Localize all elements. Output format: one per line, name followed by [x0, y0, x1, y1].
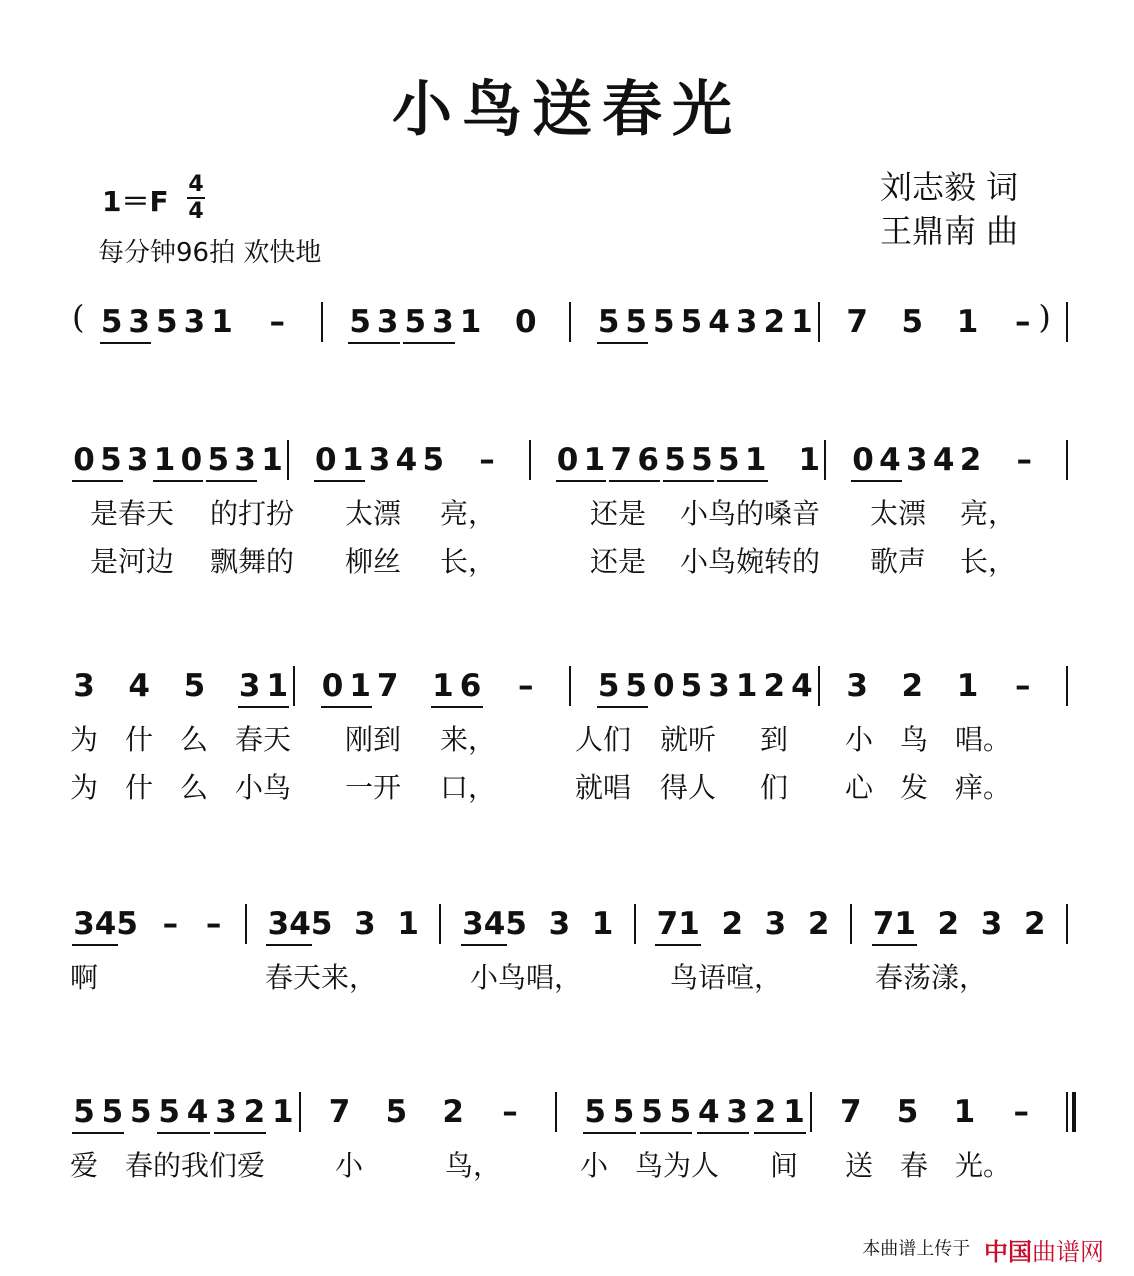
note: 4	[186, 1094, 209, 1130]
note: 3	[764, 906, 787, 942]
lyric-word: 得人	[660, 771, 717, 804]
note: 1	[211, 304, 233, 340]
note: 7	[846, 304, 868, 340]
beam	[697, 1132, 749, 1134]
beam	[583, 1132, 635, 1134]
note: 5	[404, 304, 427, 340]
note: 0	[314, 442, 337, 478]
sustain-dash: –	[162, 906, 179, 942]
lyrics-line-2-verse-1	[0, 492, 1134, 528]
lyric-word: 太漂	[345, 497, 402, 530]
beam	[72, 1132, 124, 1134]
note: 5	[310, 906, 333, 942]
note: 5	[597, 668, 620, 704]
note: 2	[243, 1094, 266, 1130]
note: 1	[798, 442, 821, 478]
sustain-dash: –	[502, 1094, 518, 1130]
note: 5	[158, 1094, 180, 1130]
barline	[818, 666, 820, 706]
footer-credit	[862, 1232, 1104, 1267]
barline	[569, 666, 571, 706]
lyric-word: 们	[760, 771, 789, 804]
note: 0	[180, 442, 203, 478]
beam	[717, 480, 768, 482]
final-barline	[1072, 1092, 1076, 1132]
note: 4	[708, 304, 730, 340]
lyric-word: 是春天	[90, 497, 175, 530]
note: 1	[953, 1094, 976, 1130]
note: 5	[625, 668, 647, 704]
lyric-word: 啊	[70, 961, 99, 994]
lyric-word: 是河边	[90, 545, 175, 578]
note: 2	[901, 668, 924, 704]
note: 3	[376, 304, 399, 340]
lyricist: 刘志毅 词	[880, 168, 1019, 206]
lyric-word: 亮，	[960, 497, 1017, 530]
barline	[818, 302, 820, 342]
lyric-word: 么	[180, 771, 209, 804]
note: 3	[726, 1094, 748, 1130]
note: 3	[234, 442, 256, 478]
beam	[431, 706, 483, 708]
note: 6	[637, 442, 659, 478]
note: 5	[669, 1094, 692, 1130]
beam	[157, 1132, 209, 1134]
note: 1	[261, 442, 283, 478]
beam	[663, 480, 714, 482]
beam	[72, 480, 123, 482]
note: 2	[937, 906, 960, 942]
note: 5	[100, 304, 123, 340]
lyric-word: 鸟语喧，	[670, 961, 783, 994]
note: 5	[612, 1094, 635, 1130]
note: 3	[548, 906, 571, 942]
barline	[569, 302, 571, 342]
lyric-word: 光。	[955, 1149, 1012, 1182]
logo-part-b: 曲谱网	[1032, 1238, 1104, 1266]
note: 6	[459, 668, 482, 704]
note: 7	[376, 668, 399, 704]
lyric-word: 鸟	[900, 723, 929, 756]
note: 2	[721, 906, 744, 942]
barline	[810, 1092, 812, 1132]
lyric-word: 春	[900, 1149, 929, 1182]
note: 4	[791, 668, 813, 704]
note: 5	[385, 1094, 408, 1130]
note: 0	[653, 668, 675, 704]
lyric-word: 春天来，	[265, 961, 378, 994]
note: 4	[932, 442, 955, 478]
note: 5	[130, 1094, 152, 1130]
note: 5	[422, 442, 445, 478]
note: 0	[556, 442, 579, 478]
lyric-word: 小鸟	[235, 771, 292, 804]
note: 3	[708, 668, 730, 704]
lyric-word: 人们	[575, 723, 632, 756]
lyric-word: 小	[845, 723, 874, 756]
beam	[238, 706, 290, 708]
note: 1	[894, 906, 916, 942]
sustain-dash: –	[1016, 442, 1033, 478]
note: 5	[183, 668, 206, 704]
barline	[555, 1092, 557, 1132]
note: 1	[956, 304, 979, 340]
note: 5	[73, 1094, 95, 1130]
note: 5	[680, 304, 703, 340]
barline	[299, 1092, 301, 1132]
note: 5	[597, 304, 620, 340]
lyric-word: 一开	[345, 771, 402, 804]
parenthesis: (	[72, 298, 85, 336]
lyric-word: 鸟为人	[635, 1149, 720, 1182]
note: 1	[744, 442, 767, 478]
time-top: 4	[188, 172, 204, 197]
sustain-dash: –	[1013, 1094, 1029, 1130]
note: 5	[717, 442, 740, 478]
note: 1	[956, 668, 979, 704]
sustain-dash: –	[205, 906, 222, 942]
note: 1	[266, 668, 289, 704]
note: 5	[680, 668, 703, 704]
note: 1	[583, 442, 606, 478]
note: 1	[459, 304, 482, 340]
beam	[597, 706, 649, 708]
note: 5	[207, 442, 230, 478]
lyric-word: 爱	[70, 1149, 99, 1182]
note: 7	[840, 1094, 862, 1130]
note: 0	[852, 442, 874, 478]
note: 1	[783, 1094, 805, 1130]
sustain-dash: –	[1015, 304, 1031, 340]
lyric-word: 歌声	[870, 545, 927, 578]
lyrics-line-2-verse-2	[0, 540, 1134, 576]
note: 3	[980, 906, 1003, 942]
key-signature: 1＝F	[102, 185, 169, 218]
beam	[754, 1132, 806, 1134]
barline	[1066, 904, 1068, 944]
beam	[872, 944, 918, 946]
note: 3	[368, 442, 391, 478]
barline	[287, 440, 289, 480]
barline	[850, 904, 852, 944]
note: 3	[735, 304, 758, 340]
beam	[72, 944, 118, 946]
lyric-word: 来，	[440, 723, 497, 756]
lyric-word: 飘舞的	[210, 545, 295, 578]
time-bottom: 4	[188, 199, 204, 224]
lyrics-line-3-verse-2	[0, 766, 1134, 802]
note: 2	[807, 906, 830, 942]
beam	[609, 480, 660, 482]
note: 5	[653, 304, 675, 340]
barline	[293, 666, 295, 706]
note: 1	[341, 442, 364, 478]
sustain-dash: –	[269, 304, 286, 340]
lyric-word: 为	[70, 723, 99, 756]
lyric-word: 间	[770, 1149, 799, 1182]
beam	[461, 944, 507, 946]
note: 4	[395, 442, 418, 478]
note: 5	[901, 304, 924, 340]
note: 0	[321, 668, 344, 704]
lyrics-line-5	[0, 1144, 1134, 1180]
beam	[321, 706, 373, 708]
beam	[851, 480, 902, 482]
lyric-word: 么	[180, 723, 209, 756]
note: 3	[267, 906, 290, 942]
lyrics-line-3-verse-1	[0, 718, 1134, 754]
sustain-dash: –	[518, 668, 534, 704]
lyric-word: 唱。	[955, 723, 1012, 756]
barline	[321, 302, 323, 342]
beam	[556, 480, 607, 482]
note: 7	[656, 906, 679, 942]
beam	[214, 1132, 266, 1134]
lyrics-line-4	[0, 956, 1134, 992]
lyric-word: 春荡漾，	[875, 961, 988, 994]
note: 3	[846, 668, 868, 704]
lyric-word: 就唱	[575, 771, 632, 804]
barline	[634, 904, 636, 944]
lyric-word: 春天	[235, 723, 292, 756]
lyric-word: 就听	[660, 723, 717, 756]
note: 2	[442, 1094, 464, 1130]
note: 3	[126, 442, 149, 478]
note: 5	[116, 906, 138, 942]
note: 3	[354, 906, 376, 942]
note: 1	[735, 668, 758, 704]
beam	[266, 944, 312, 946]
note: 5	[664, 442, 686, 478]
lyric-word: 长，	[960, 545, 1017, 578]
beam	[640, 1132, 692, 1134]
note: 1	[153, 442, 176, 478]
lyric-word: 心	[845, 771, 874, 804]
beam	[348, 342, 400, 344]
note: 3	[128, 304, 150, 340]
note: 4	[698, 1094, 720, 1130]
note: 7	[872, 906, 895, 942]
note: 4	[879, 442, 901, 478]
note: 4	[128, 668, 150, 704]
barline	[1066, 666, 1068, 706]
note: 2	[1023, 906, 1046, 942]
note: 5	[641, 1094, 663, 1130]
note: 5	[691, 442, 713, 478]
note: 0	[73, 442, 95, 478]
barline	[824, 440, 826, 480]
note: 3	[183, 304, 206, 340]
tempo-marking: 每分钟96拍 欢快地	[98, 238, 322, 268]
note: 5	[625, 304, 647, 340]
footer-text: 本曲谱上传于	[862, 1238, 971, 1260]
lyric-word: 太漂	[870, 497, 927, 530]
lyric-word: 小鸟婉转的	[680, 545, 821, 578]
note: 1	[397, 906, 419, 942]
note: 4	[483, 906, 506, 942]
beam	[314, 480, 365, 482]
beam	[597, 342, 649, 344]
note: 1	[591, 906, 614, 942]
lyric-word: 还是	[590, 497, 647, 530]
composer: 王鼎南 曲	[880, 212, 1019, 250]
note: 5	[101, 1094, 124, 1130]
note: 3	[73, 906, 95, 942]
barline	[529, 440, 531, 480]
barline	[245, 904, 247, 944]
lyric-word: 鸟，	[445, 1149, 502, 1182]
lyric-word: 刚到	[345, 723, 402, 756]
note: 2	[763, 304, 786, 340]
beam	[153, 480, 204, 482]
note: 5	[100, 442, 122, 478]
note: 3	[215, 1094, 237, 1130]
note: 4	[289, 906, 311, 942]
note: 7	[328, 1094, 351, 1130]
time-signature	[186, 172, 206, 224]
note: 1	[272, 1094, 294, 1130]
lyric-word: 还是	[590, 545, 647, 578]
barline	[1066, 440, 1068, 480]
note: 5	[584, 1094, 606, 1130]
sustain-dash: –	[1015, 668, 1031, 704]
lyric-word: 痒。	[955, 771, 1012, 804]
note: 2	[763, 668, 786, 704]
beam	[100, 342, 152, 344]
lyric-word: 亮，	[440, 497, 497, 530]
note: 3	[906, 442, 928, 478]
lyric-word: 口，	[440, 771, 497, 804]
lyric-word: 柳丝	[345, 545, 402, 578]
note: 3	[432, 304, 454, 340]
site-logo[interactable]	[984, 1232, 1104, 1267]
note: 5	[896, 1094, 919, 1130]
beam	[403, 342, 455, 344]
barline	[439, 904, 441, 944]
beam	[655, 944, 701, 946]
note: 0	[514, 304, 537, 340]
note: 1	[791, 304, 813, 340]
lyric-word: 小鸟唱，	[470, 961, 583, 994]
score-line-1	[0, 292, 1134, 372]
lyric-word: 发	[900, 771, 929, 804]
beam	[206, 480, 257, 482]
note: 5	[349, 304, 371, 340]
sustain-dash: –	[479, 442, 495, 478]
parenthesis: )	[1038, 298, 1051, 336]
note: 3	[238, 668, 261, 704]
lyric-word: 什	[125, 723, 154, 756]
note: 5	[156, 304, 178, 340]
note: 3	[73, 668, 95, 704]
note: 2	[754, 1094, 777, 1130]
lyric-word: 小鸟的嗓音	[680, 497, 821, 530]
song-title: 小鸟送春光	[392, 75, 742, 145]
note: 2	[959, 442, 982, 478]
lyric-word: 为	[70, 771, 99, 804]
note: 3	[462, 906, 484, 942]
note: 1	[432, 668, 454, 704]
lyric-word: 到	[760, 723, 789, 756]
note: 7	[610, 442, 633, 478]
barline	[1066, 1092, 1068, 1132]
lyric-word: 春的我们爱	[125, 1149, 266, 1182]
lyric-word: 什	[125, 771, 154, 804]
note: 4	[94, 906, 117, 942]
note: 1	[678, 906, 700, 942]
lyric-word: 长，	[440, 545, 497, 578]
note: 5	[505, 906, 527, 942]
barline	[1066, 302, 1068, 342]
lyric-word: 的打扮	[210, 497, 295, 530]
lyric-word: 送	[845, 1149, 874, 1182]
logo-part-a: 中国	[984, 1238, 1032, 1266]
note: 1	[349, 668, 371, 704]
lyric-word: 小	[580, 1149, 609, 1182]
lyric-word: 小	[335, 1149, 364, 1182]
